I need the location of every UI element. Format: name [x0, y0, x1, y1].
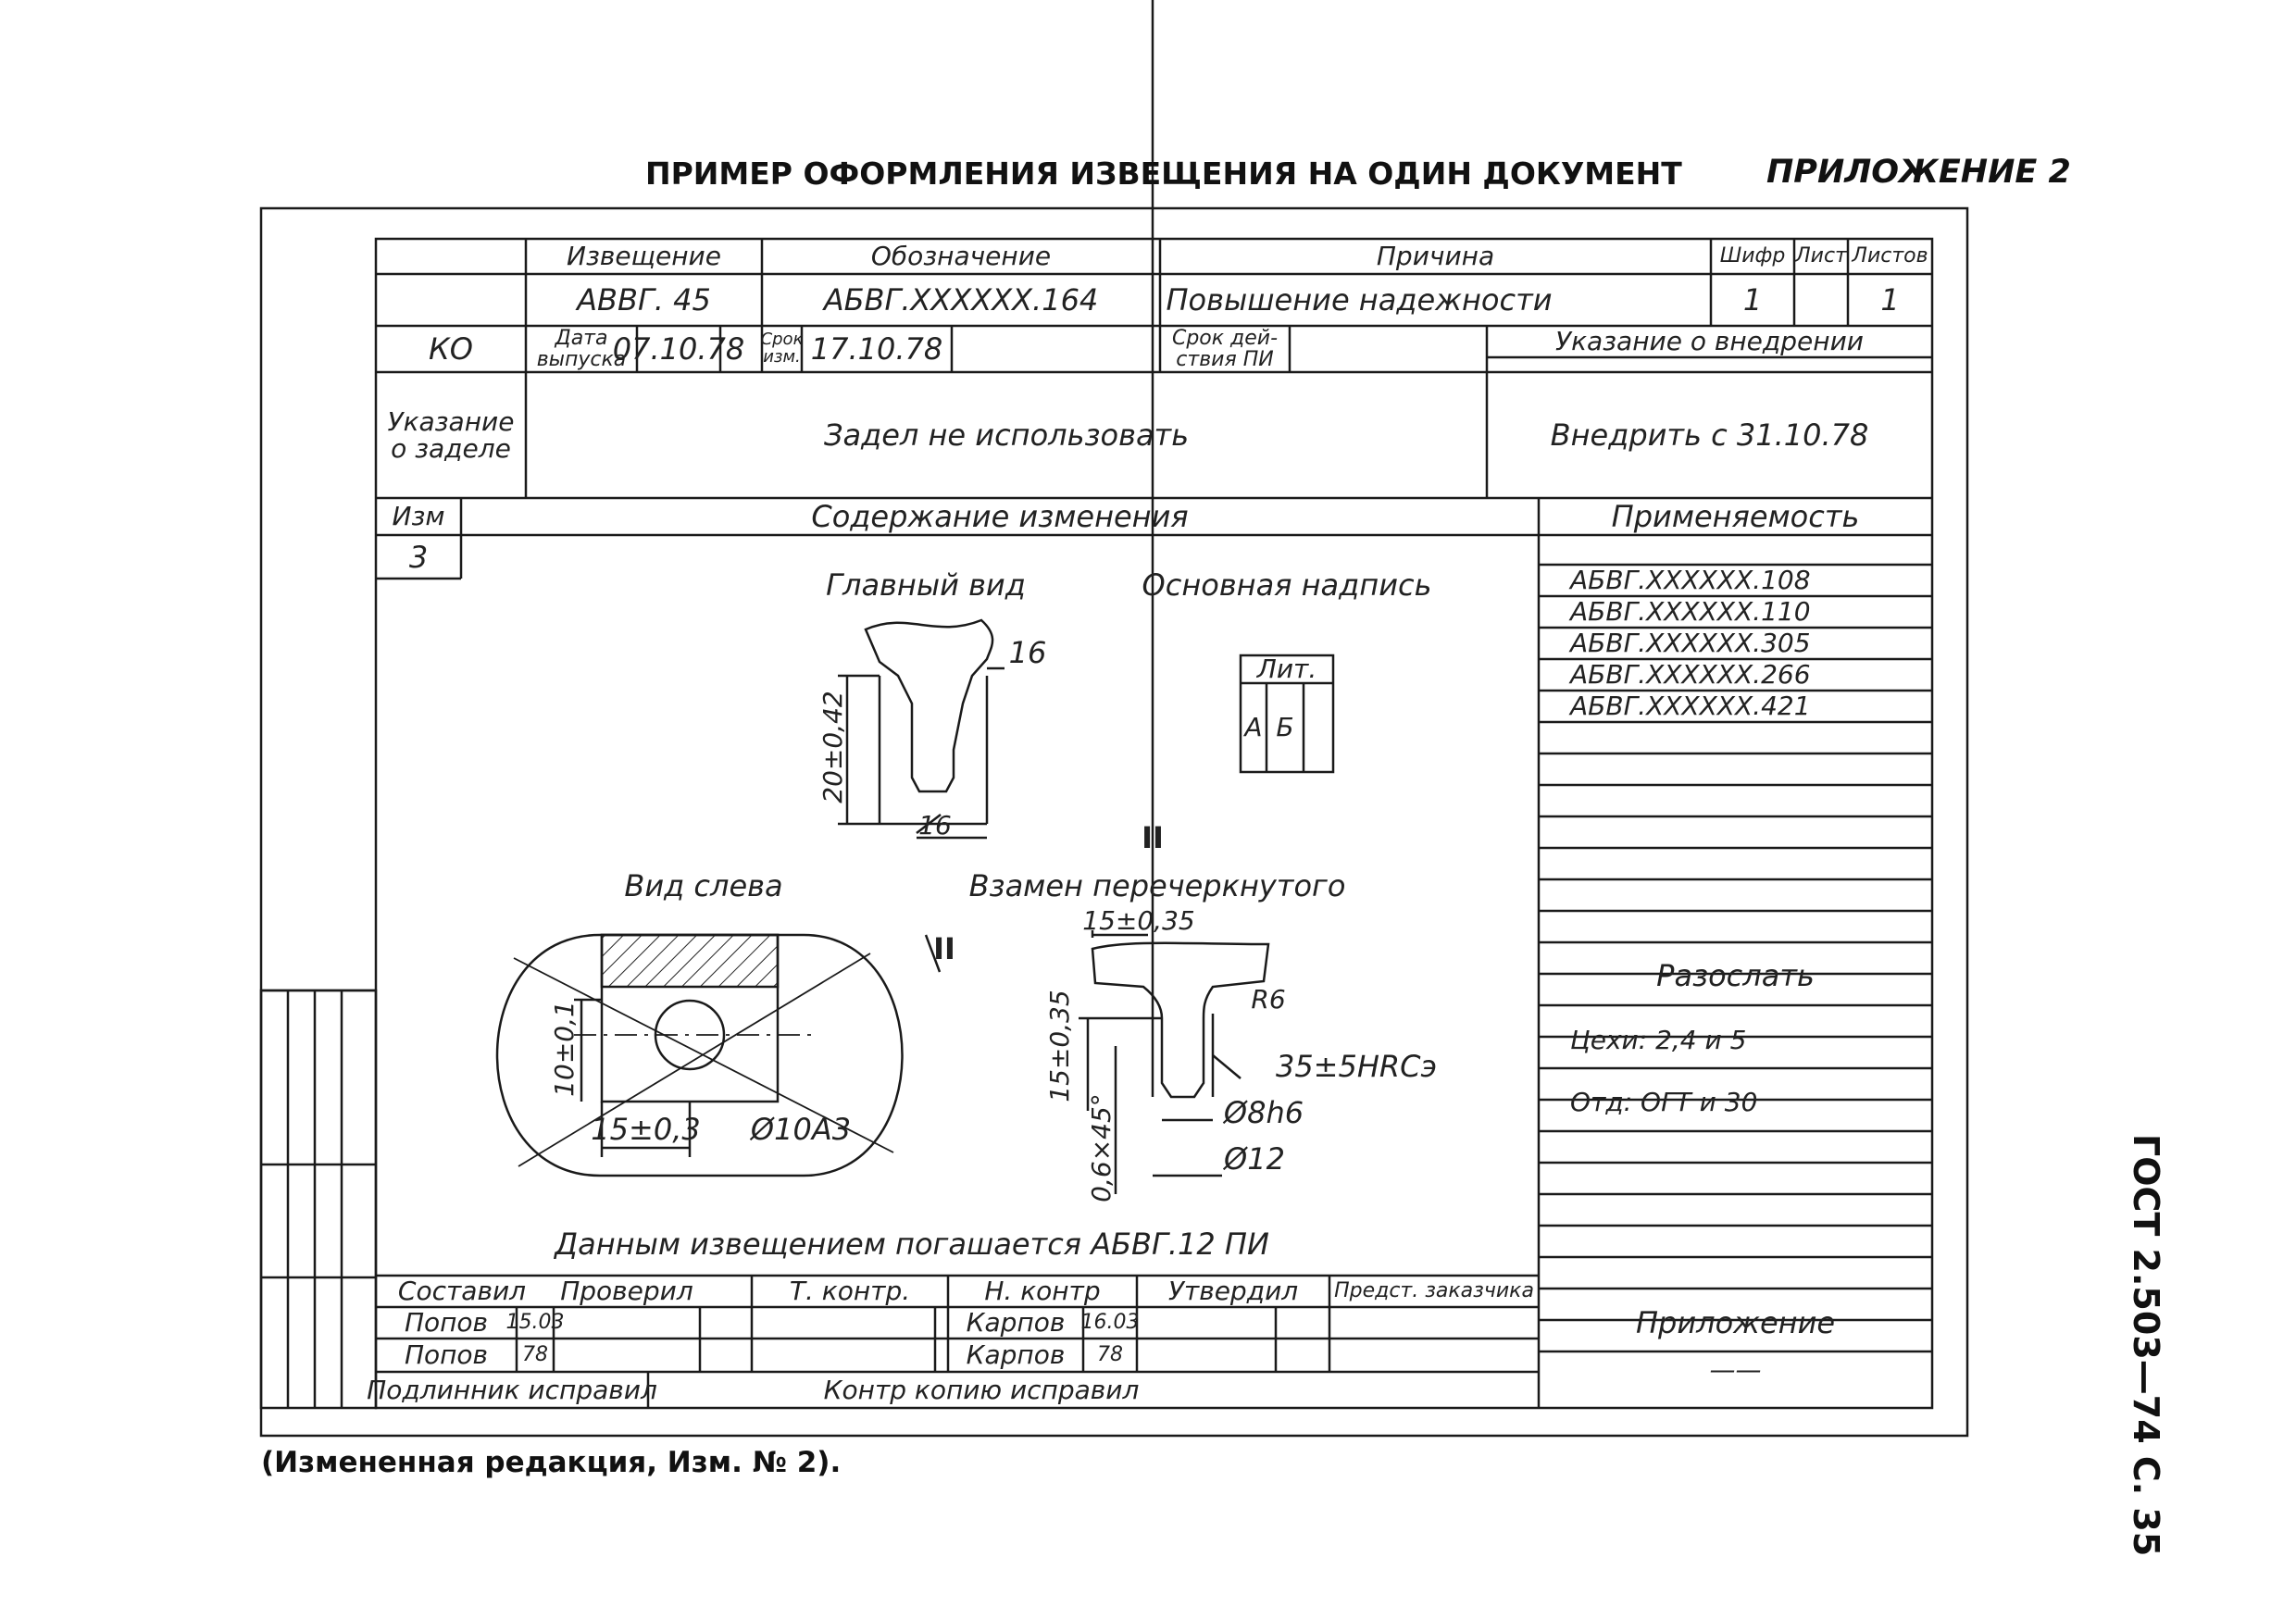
- issue-date-label: Дата выпуска: [536, 326, 627, 371]
- roman-numeral: II: [1142, 820, 1164, 855]
- dim-16-bottom: 16: [918, 810, 952, 841]
- change-no: 3: [408, 539, 429, 575]
- left-view-label: Вид слева: [624, 868, 783, 903]
- appendix-field-label: Приложение: [1635, 1305, 1836, 1340]
- issue-date: 07.10.78: [612, 331, 745, 367]
- dim-phi12: Ø12: [1224, 1141, 1285, 1177]
- reason-value: Повышение надежности: [1166, 282, 1553, 318]
- signer-name: Карпов: [966, 1307, 1066, 1338]
- lit-b: Б: [1276, 712, 1294, 742]
- dim-chamfer: 0,6×45°: [1086, 1093, 1117, 1202]
- dim-15-035-top: 15±0,35: [1082, 905, 1195, 936]
- approved-label: Утвердил: [1167, 1276, 1299, 1306]
- dim-hrc: 35±5HRCэ: [1275, 1049, 1438, 1084]
- signer-name: Карпов: [966, 1339, 1066, 1370]
- designation-label: Обозначение: [870, 241, 1052, 271]
- instead-label: Взамен перечеркнутого: [968, 868, 1346, 903]
- applicability-item: АБВГ.XXXXXX.110: [1570, 596, 1811, 627]
- main-view-sketch: [838, 620, 1004, 841]
- content-label: Содержание изменения: [811, 499, 1189, 534]
- send-label: Разослать: [1656, 958, 1815, 993]
- cancel-note: Данным извещением погашается АБВГ.12 ПИ: [555, 1227, 1269, 1262]
- customer-rep-label: Предст. заказчика: [1334, 1279, 1534, 1302]
- term-label: Срок изм.: [760, 330, 804, 367]
- code-value: 1: [1742, 282, 1763, 318]
- backlog-label: Указание о заделе: [387, 405, 515, 464]
- copy-corrected-label: Контр копию исправил: [823, 1374, 1140, 1405]
- dim-r6: R6: [1251, 984, 1286, 1015]
- validity-label: Срок дей- ствия ПИ: [1171, 326, 1279, 371]
- n-control-label: Н. контр: [984, 1276, 1101, 1306]
- t-control-label: Т. контр.: [789, 1276, 911, 1306]
- backlog-value: Задел не использовать: [823, 417, 1190, 453]
- dim-16-top: 16: [1008, 635, 1047, 670]
- roman-numeral-section: II: [933, 931, 955, 966]
- title-block-label: Основная надпись: [1142, 567, 1432, 603]
- page-title: ПРИМЕР ОФОРМЛЕНИЯ ИЗВЕЩЕНИЯ НА ОДИН ДОКУМЕНТ: [645, 156, 1682, 192]
- notice-label: Извещение: [567, 241, 721, 271]
- applicability-item: АБВГ.XXXXXX.421: [1570, 691, 1811, 721]
- dim-phi10: Ø10A3: [750, 1112, 852, 1147]
- applicability-item: АБВГ.XXXXXX.305: [1570, 628, 1811, 658]
- dim-15-03: 15±0,3: [591, 1112, 701, 1147]
- send-shops: Цехи: 2,4 и 5: [1570, 1025, 1747, 1055]
- main-view-label: Главный вид: [826, 567, 1026, 603]
- change-no-label: Изм: [392, 501, 445, 531]
- applicability-item: АБВГ.XXXXXX.108: [1570, 565, 1811, 595]
- send-dept: Отд: ОГТ и 30: [1570, 1087, 1758, 1117]
- designation-value: АБВГ.XXXXXX.164: [823, 282, 1099, 318]
- signer-date: 78: [522, 1343, 548, 1366]
- signer-name: Попов: [404, 1339, 489, 1370]
- term-date: 17.10.78: [810, 331, 943, 367]
- composed-label: Составил: [397, 1276, 527, 1306]
- implementation-label: Указание о внедрении: [1555, 326, 1864, 356]
- notice-value: АВВГ. 45: [577, 282, 711, 318]
- sheet-label: Лист: [1795, 244, 1847, 268]
- dim-10-01: 10±0,1: [549, 1001, 580, 1097]
- appendix-field-value: ——: [1709, 1354, 1762, 1385]
- reason-label: Причина: [1376, 241, 1495, 271]
- original-corrected-label: Подлинник исправил: [367, 1374, 657, 1405]
- lit-a: А: [1244, 712, 1263, 742]
- dim-phi8: Ø8h6: [1223, 1095, 1304, 1130]
- signer-date: 15.03: [505, 1311, 565, 1334]
- signer-name: Попов: [404, 1307, 489, 1338]
- ko-code: КО: [429, 331, 473, 367]
- code-label: Шифр: [1719, 244, 1786, 268]
- footnote: (Измененная редакция, Изм. № 2).: [261, 1446, 842, 1479]
- applicability-label: Применяемость: [1611, 499, 1860, 534]
- signer-date: 78: [1097, 1343, 1123, 1366]
- checked-label: Проверил: [560, 1276, 693, 1306]
- dim-20: 20±0,42: [817, 691, 848, 803]
- applicability-item: АБВГ.XXXXXX.266: [1570, 659, 1811, 690]
- dim-15-035-side: 15±0,35: [1044, 990, 1075, 1102]
- appendix-label: ПРИЛОЖЕНИЕ 2: [1766, 154, 2071, 191]
- sheets-value: 1: [1880, 282, 1900, 318]
- implementation-value: Внедрить с 31.10.78: [1550, 417, 1869, 453]
- signer-date: 16.03: [1080, 1311, 1140, 1334]
- sheets-label: Листов: [1852, 244, 1928, 268]
- lit-label: Лит.: [1256, 654, 1317, 684]
- side-label: ГОСТ 2.503—74 С. 35: [2126, 1134, 2166, 1557]
